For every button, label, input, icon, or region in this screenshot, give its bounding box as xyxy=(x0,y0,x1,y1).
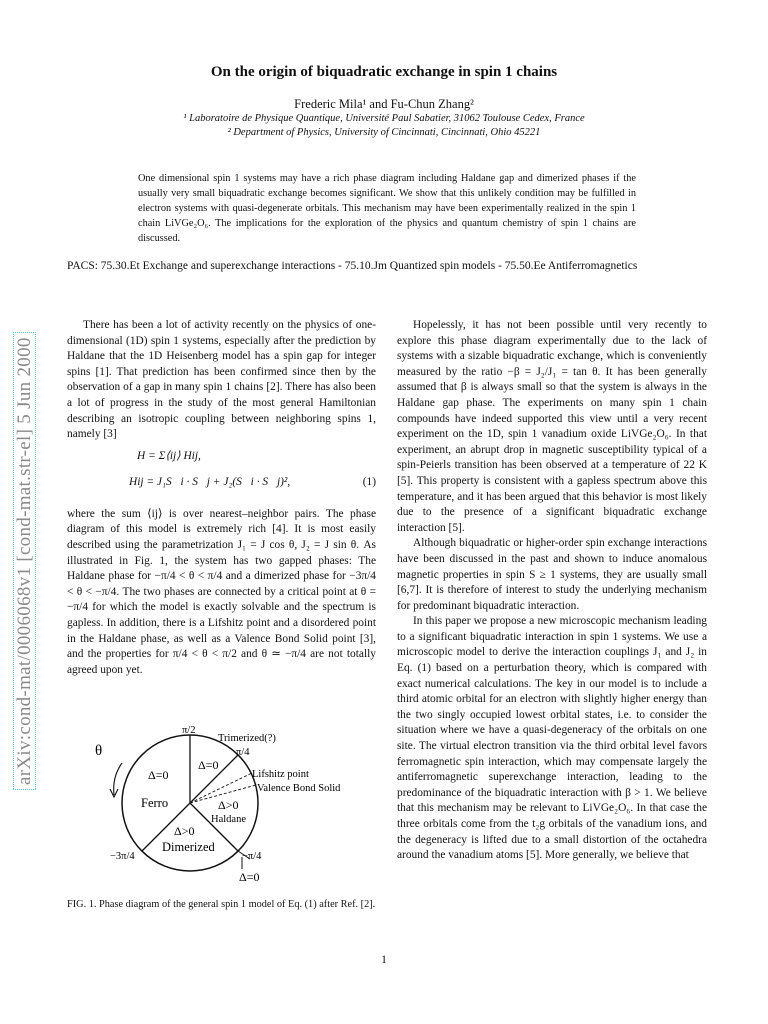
label-haldane: Haldane xyxy=(211,814,246,825)
equation-number: (1) xyxy=(362,475,376,488)
label-pi2: π/2 xyxy=(182,725,196,736)
label-delta0-trimer: Δ=0 xyxy=(198,758,219,772)
equation-line-1: H = Σ⟨ij⟩ Hij, xyxy=(137,449,201,462)
label-lifshitz: Lifshitz point xyxy=(252,769,309,780)
label-pi4: π/4 xyxy=(236,747,250,758)
label-delta-dimer: Δ>0 xyxy=(174,824,195,838)
phase-diagram-paragraph: where the sum ⟨ij⟩ is over nearest–neighbor pairs. The phase diagram of this model is extremely rich [4]. It is most easily described using the parametrization J₁ = J cos θ, J₂ = J sin θ. As illustrated in Fig. 1, the system has two gapped phases: The Haldane phase for −π/4 < θ < π/4 and a dimerized phase for −3π/4 < θ < −π/4. The two phases are connected by a critical point at θ = −π/4 for which the model is exactly solvable and the spectrum is gapless. In addition, there is a Lifshitz point and a disordered point in the Haldane phase, as well as a Valence Bond Solid point [3], and the properties for π/4 < θ < π/2 and θ ≃ −π/4 are not totally agreed upon yet. xyxy=(67,507,376,676)
equation-1 xyxy=(67,449,376,501)
right-column xyxy=(397,318,707,864)
phase-diagram-figure xyxy=(95,725,360,885)
label-trimerized: Trimerized(?) xyxy=(218,733,276,744)
arxiv-side-label xyxy=(14,150,36,790)
experiment-paragraph: Hopelessly, it has not been possible until very recently to explore this phase diagram experimentally due to the lack of systems with a sizable biquadratic exchange, which is conveniently measured by the ratio −β = J₂/J₁ = tan θ. It has been generally assumed that β is always small so that the system is always in the Haldane gap phase. The experiments on many spin 1 chain compounds have indeed supported this view until a very recent experiment on the 1D, spin 1 vanadium oxide LiVGe₂O₆. In that experiment, an abrupt drop in magnetic susceptibility typical of a spin-Peierls transition has been observed at a temperature of 22 K [5]. This property is consistent with a gapless spectrum above this temperature, and it has been argued that this behavior is most likely due to the presence of a significant biquadratic exchange interaction [5]. xyxy=(397,319,707,534)
label-vbs: Valence Bond Solid xyxy=(257,783,341,794)
label-delta0-ferro: Δ=0 xyxy=(148,768,169,782)
label-delta0-critical: Δ=0 xyxy=(239,870,260,884)
paper-title: On the origin of biquadratic exchange in spin 1 chains xyxy=(210,64,558,80)
label-minus-pi4: −π/4 xyxy=(242,851,262,862)
left-column xyxy=(67,318,376,678)
equation-line-2: Hij = J₁S⃗i · S⃗j + J₂(S⃗i · S⃗j)², xyxy=(129,475,291,488)
page-number: 1 xyxy=(381,954,387,966)
pacs-line: PACS: 75.30.Et Exchange and superexchange interactions - 75.10.Jm Quantized spin models - 75.50.Ee Antiferromagnetics xyxy=(67,260,638,272)
figure-caption: FIG. 1. Phase diagram of the general spin 1 model of Eq. (1) after Ref. [2]. xyxy=(67,899,376,910)
label-minus-3pi4: −3π/4 xyxy=(110,851,135,862)
label-delta-haldane: Δ>0 xyxy=(218,798,239,812)
affiliation-1: ¹ Laboratoire de Physique Quantique, Université Paul Sabatier, 31062 Toulouse Cedex, France xyxy=(183,113,585,124)
abstract: One dimensional spin 1 systems may have a rich phase diagram including Haldane gap and dimerized phases if the usually very small biquadratic exchange becomes significant. We show that this unlikely condition may be fulfilled in electron systems with quasi-degenerate orbitals. This mechanism may have been experimentally realized in the spin 1 chain LiVGe₂O₆. The implications for the exploration of the physics and quantum chemistry of spin 1 chains are discussed. xyxy=(138,173,636,244)
intro-paragraph: There has been a lot of activity recently on the physics of one-dimensional (1D) spin 1 systems, especially after the prediction by Haldane that the 1D Heisenberg model has a spin gap for integer spins [1]. That prediction has been confirmed since then by the observation of a gap in many spin 1 chains [2]. There has also been a lot of progress in the study of the most general Hamiltonian describing an isotropic coupling between neighboring spins 1, namely [3] xyxy=(67,319,376,441)
arxiv-identifier[interactable]: arXiv:cond-mat/0006068v1 [cond-mat.str-el] 5 Jun 2000 xyxy=(13,332,36,790)
label-ferro: Ferro xyxy=(141,796,169,810)
mechanism-paragraph: In this paper we propose a new microscopic mechanism leading to a significant biquadratic interaction in spin 1 systems. We use a microscopic model to derive the interaction couplings J₁ and J₂ in Eq. (1) based on a perturbation theory, which is compared with exact numerical calculations. The key in our model is to include a third atomic orbital for an electron with slightly higher energy than the two singly occupied lowest orbital states, i.e. to consider the situation where we have a quasi-degeneracy of the orbitals on one site. The virtual electron transition via the third orbital level favors ferromagnetic spin interaction, which may compensate largely the antiferromagnetic superexchange interaction, leading to the predominance of the biquadratic interaction with β > 1. We believe that this mechanism may be relevant to LiVGe₂O₆. In that case the three orbitals come from the t₂g orbitals of the vanadium ions, and the degeneracy is lifted due to a small distortion of the octahedra around the vanadium atoms [5]. More generally, we believe that xyxy=(397,615,707,862)
paper-authors: Frederic Mila¹ and Fu-Chun Zhang² xyxy=(294,97,474,111)
label-dimerized: Dimerized xyxy=(162,840,215,854)
biquadratic-paragraph: Although biquadratic or higher-order spin exchange interactions have been discussed in the past and shown to induce anomalous magnetic properties in spin S ≥ 1 systems, they are usually small [6,7]. It is therefore of interest to study the underlying mechanism for predominant biquadratic interaction. xyxy=(397,537,707,612)
affiliation-2: ² Department of Physics, University of Cincinnati, Cincinnati, Ohio 45221 xyxy=(227,127,541,138)
theta-label: θ xyxy=(95,743,103,759)
